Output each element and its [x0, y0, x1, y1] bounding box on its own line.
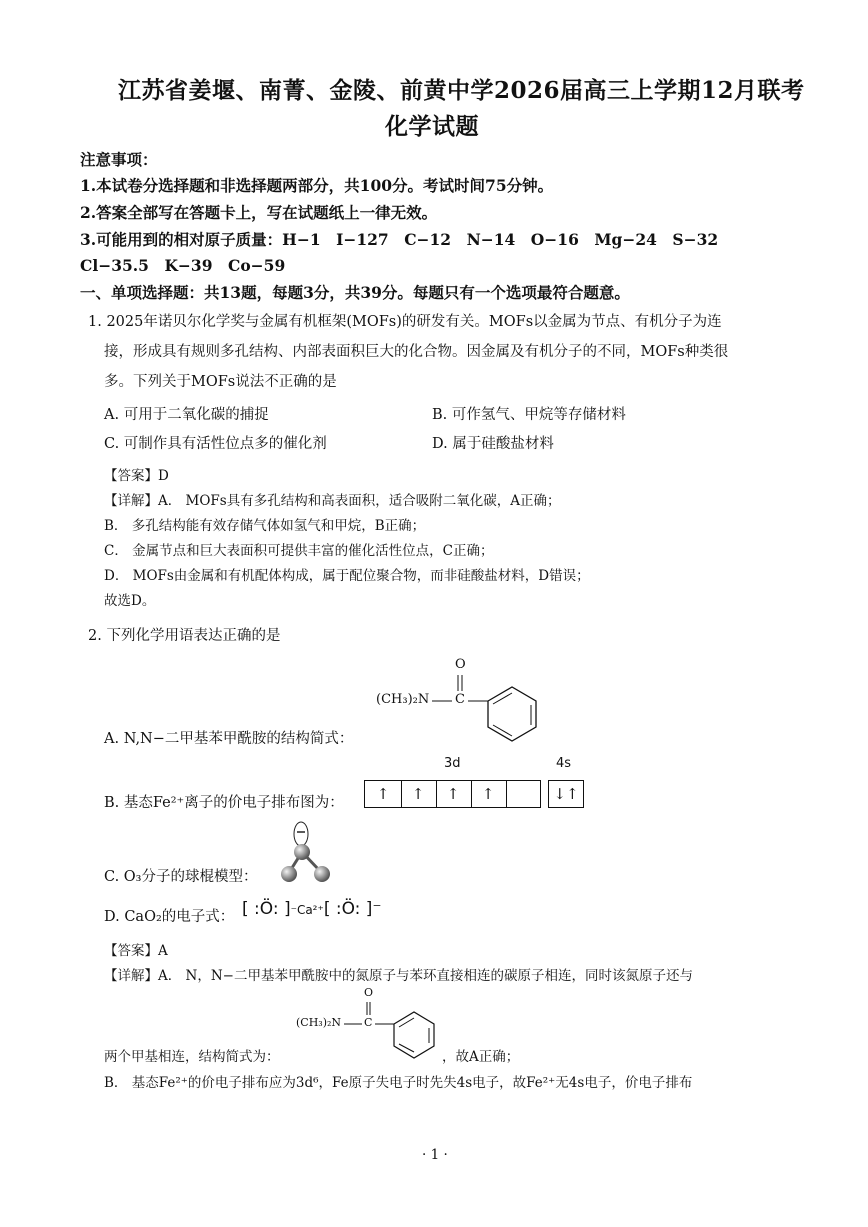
- orbital-3d-box: [364, 780, 541, 808]
- notice-item-3b: Cl−35.5 K−39 Co−59: [80, 256, 286, 275]
- q1-explain-5: 故选D。: [104, 593, 156, 609]
- notice-item-3: 3.可能用到的相对原子质量：H−1 I−127 C−12 N−14 O−16 Mg−24 S−32: [80, 230, 719, 249]
- q2-explain-3: B． 基态Fe²⁺的价电子排布应为3d⁶，Fe原子失电子时先失4s电子，故Fe²⁺无4s电子，价电子排布: [104, 1075, 693, 1091]
- q1-option-d: D. 属于硅酸盐材料: [432, 436, 554, 452]
- oxygen-label-small: O: [364, 986, 374, 999]
- orbital-3d-4: ↑: [470, 781, 507, 807]
- q1-stem-line1: 1. 2025年诺贝尔化学奖与金属有机框架(MOFs)的研发有关。MOFs以金属为节点、有机分子为连: [88, 314, 722, 330]
- orbital-3d-3: ↑: [435, 781, 472, 807]
- q1-option-a: A. 可用于二氧化碳的捕捉: [104, 407, 269, 423]
- q2-explain-2: 两个甲基相连，结构简式为：: [104, 1049, 280, 1065]
- cao2-electron-formula: [242, 899, 381, 919]
- carbon-label: C: [455, 692, 465, 707]
- q2-explain-2b: ，故A正确；: [442, 1049, 520, 1065]
- ozone-ball-stick-icon: [280, 818, 340, 886]
- q2-stem: 2. 下列化学用语表达正确的是: [88, 628, 281, 644]
- notice-item-1: 1.本试卷分选择题和非选择题两部分，共100分。考试时间75分钟。: [80, 176, 554, 195]
- exam-title-line2: 化学试题: [385, 113, 479, 140]
- amide-structure-small: [296, 986, 446, 1066]
- q1-explain-1: 【详解】A． MOFs具有多孔结构和高表面积，适合吸附二氧化碳，A正确；: [104, 493, 561, 509]
- q2-option-b: B. 基态Fe²⁺离子的价电子排布图为：: [104, 795, 344, 811]
- oxygen-label: O: [455, 657, 466, 672]
- q1-stem-line3: 多。下列关于MOFs说法不正确的是: [104, 374, 337, 390]
- dimethylamino-label: (CH₃)₂N: [376, 692, 430, 707]
- orbital-diagram: [364, 780, 604, 808]
- q2-option-a: A. N,N−二甲基苯甲酰胺的结构简式：: [104, 731, 354, 747]
- carbon-label-small: C: [364, 1016, 373, 1029]
- section-heading: 一、单项选择题：共13题，每题3分，共39分。每题只有一个选项最符合题意。: [80, 283, 630, 302]
- notice-heading: 注意事项：: [80, 150, 158, 169]
- q1-explain-4: D． MOFs由金属和有机配体构成，属于配位聚合物，而非硅酸盐材料，D错误；: [104, 568, 590, 584]
- label-3d: 3d: [444, 756, 461, 771]
- dimethylamino-label-small: (CH₃)₂N: [296, 1016, 342, 1029]
- q2-answer: 【答案】A: [104, 943, 168, 959]
- q1-explain-2: B． 多孔结构能有效存储气体如氢气和甲烷，B正确；: [104, 518, 426, 534]
- orbital-4s-1: ↓↑: [553, 785, 579, 803]
- q1-stem-line2: 接，形成具有规则多孔结构、内部表面积巨大的化合物。因金属及有机分子的不同，MOFs种类很: [104, 344, 729, 360]
- peroxide-right: [ :Ö: ]⁻: [323, 899, 382, 919]
- benzene-ring-icon: [376, 655, 546, 745]
- q2-option-d: D. CaO₂的电子式：: [104, 909, 235, 925]
- q1-answer: 【答案】D: [104, 468, 169, 484]
- q2-explain-1: 【详解】A． N，N−二甲基苯甲酰胺中的氮原子与苯环直接相连的碳原子相连，同时该氮原子还与: [104, 968, 693, 984]
- amide-structure: [376, 655, 546, 745]
- orbital-3d-1: ↑: [365, 781, 402, 807]
- exam-title-line1: 江苏省姜堰、南菁、金陵、前黄中学2026届高三上学期12月联考: [118, 77, 805, 104]
- orbital-3d-2: ↑: [400, 781, 437, 807]
- page-number: · 1 ·: [422, 1147, 448, 1163]
- benzene-ring-small-icon: [296, 986, 446, 1066]
- peroxide-left: [ :Ö: ]: [242, 899, 291, 919]
- notice-item-2: 2.答案全部写在答题卡上，写在试题纸上一律无效。: [80, 203, 438, 222]
- orbital-3d-5: [505, 781, 541, 807]
- q2-option-c: C. O₃分子的球棍模型：: [104, 869, 258, 885]
- q1-option-c: C. 可制作具有活性位点多的催化剂: [104, 436, 327, 452]
- orbital-4s-box: [548, 780, 584, 808]
- q1-option-b: B. 可作氢气、甲烷等存储材料: [432, 407, 626, 423]
- q1-explain-3: C． 金属节点和巨大表面积可提供丰富的催化活性位点，C正确；: [104, 543, 494, 559]
- label-4s: 4s: [556, 756, 572, 771]
- calcium-ion: ⁻Ca²⁺: [290, 903, 324, 917]
